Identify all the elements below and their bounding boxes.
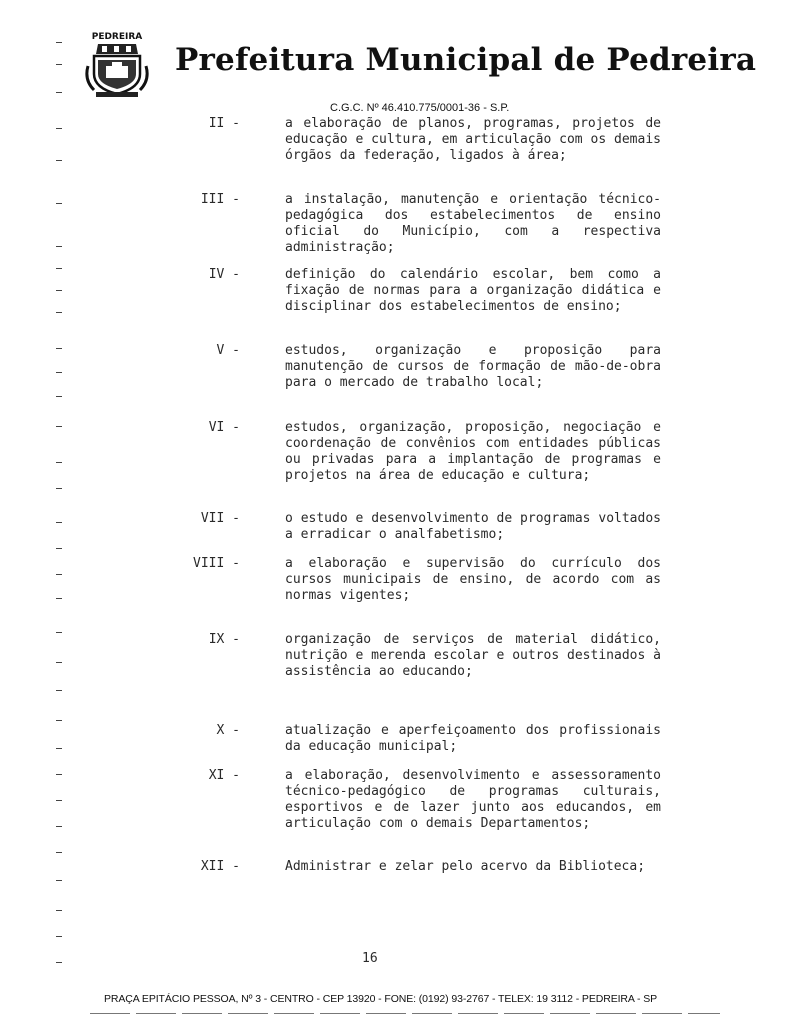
item-numeral: VIII -: [193, 556, 240, 571]
item-numeral: X -: [216, 723, 240, 738]
item-text: a instalação, manutenção e orientação técnico-pedagógica dos estabelecimentos de ensino oficial do Município, com a respectiva administração;: [285, 192, 661, 255]
item-text: definição do calendário escolar, bem como a fixação de normas para a organização didática e disciplinar dos estabelecimentos de ensino;: [285, 267, 661, 314]
item-text: estudos, organização e proposição para manutenção de cursos de formação de mão-de-obra para o mercado de trabalho local;: [285, 343, 661, 390]
item-numeral: XII -: [200, 859, 240, 874]
item-text: o estudo e desenvolvimento de programas voltados a erradicar o analfabetismo;: [285, 511, 661, 542]
item-numeral: XI -: [208, 768, 240, 783]
item-numeral: V -: [216, 343, 240, 358]
item-text: Administrar e zelar pelo acervo da Biblioteca;: [285, 859, 646, 874]
item-numeral: III -: [200, 192, 240, 207]
item-text: a elaboração, desenvolvimento e assessoramento técnico-pedagógico de programas culturais, esportivos e de lazer junto aos educandos, em articulação com o demais Departamentos;: [285, 768, 661, 831]
item-text: organização de serviços de material didático, nutrição e merenda escolar e outros destinados à assistência ao educando;: [285, 632, 661, 679]
svg-text:PEDREIRA: PEDREIRA: [91, 32, 143, 42]
footer-rule: [90, 1013, 720, 1014]
item-numeral: VI -: [208, 420, 240, 435]
item-numeral: IX -: [208, 632, 240, 647]
item-numeral: II -: [208, 116, 240, 131]
municipal-crest-logo: [84, 28, 150, 100]
item-text: a elaboração e supervisão do currículo dos cursos municipais de ensino, de acordo com as normas vigentes;: [285, 556, 661, 603]
item-numeral: IV -: [208, 267, 240, 282]
cgc-number: C.G.C. Nº 46.410.775/0001-36 - S.P.: [330, 102, 510, 114]
item-numeral: VII -: [200, 511, 240, 526]
item-text: estudos, organização, proposição, negociação e coordenação de convênios com entidades públicas ou privadas para a implantação de programas e projetos na área de educação e cultura;: [285, 420, 661, 483]
item-text: atualização e aperfeiçoamento dos profissionais da educação municipal;: [285, 723, 661, 754]
footer-address: PRAÇA EPITÁCIO PESSOA, Nº 3 - CENTRO - CEP 13920 - FONE: (0192) 93-2767 - TELEX: 19 3112 - PEDREIRA - SP: [104, 993, 658, 1005]
item-text: a elaboração de planos, programas, projetos de educação e cultura, em articulação com os demais órgãos da federação, ligados à área;: [285, 116, 661, 163]
page-number: 16: [362, 951, 378, 966]
page-title: Prefeitura Municipal de Pedreira: [175, 42, 757, 78]
